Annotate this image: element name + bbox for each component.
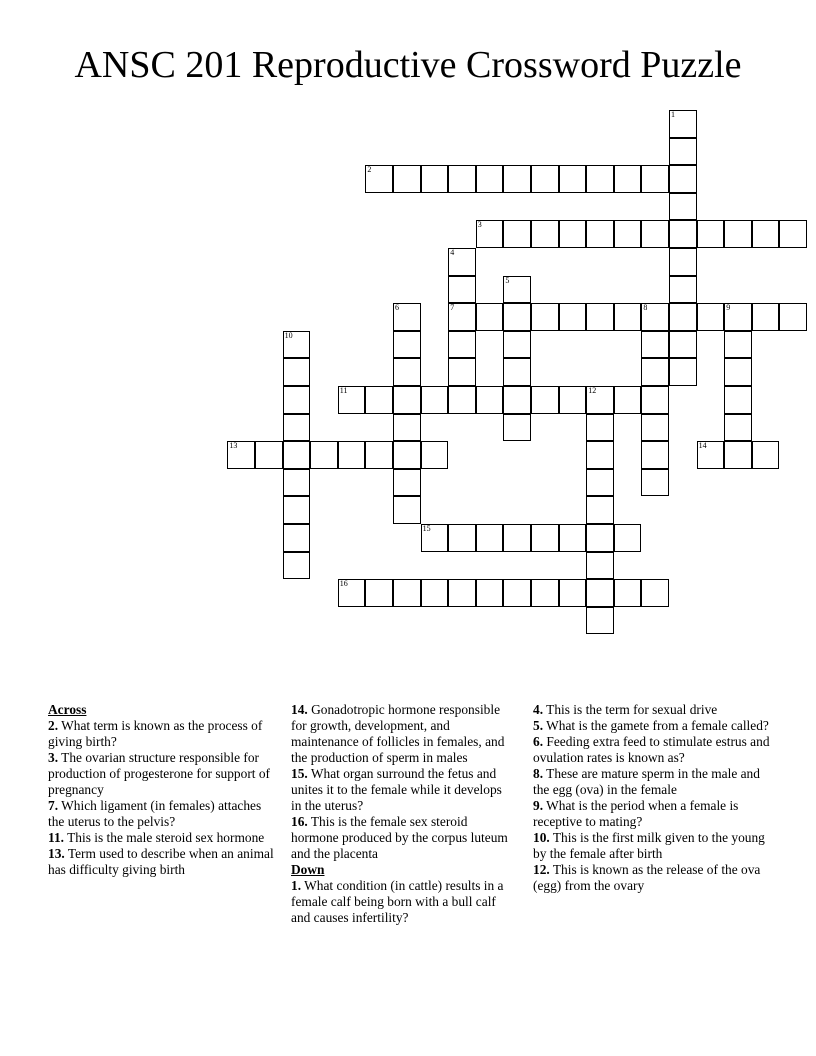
grid-cell[interactable] [669, 248, 697, 276]
grid-cell[interactable] [421, 524, 449, 552]
grid-cell[interactable] [586, 607, 614, 635]
grid-cell[interactable] [669, 110, 697, 138]
grid-cell[interactable] [752, 303, 780, 331]
grid-cell[interactable] [393, 469, 421, 497]
grid-cell[interactable] [448, 579, 476, 607]
grid-cell[interactable] [669, 303, 697, 331]
grid-cell[interactable] [448, 303, 476, 331]
grid-cell[interactable] [641, 331, 669, 359]
grid-cell[interactable] [283, 386, 311, 414]
grid-cell[interactable] [393, 414, 421, 442]
grid-cell[interactable] [531, 386, 559, 414]
grid-cell[interactable] [310, 441, 338, 469]
cell-number: 4 [450, 248, 455, 257]
grid-cell[interactable] [641, 165, 669, 193]
grid-cell[interactable] [586, 469, 614, 497]
grid-cell[interactable] [476, 579, 504, 607]
cell-number: 1 [671, 110, 675, 119]
grid-cell[interactable] [227, 441, 255, 469]
grid-cell[interactable] [283, 358, 311, 386]
grid-cell[interactable] [641, 441, 669, 469]
grid-cell[interactable] [724, 303, 752, 331]
grid-cell[interactable] [448, 358, 476, 386]
cell-number: 8 [643, 303, 648, 313]
grid-cell[interactable] [752, 220, 780, 248]
across-heading: Across [48, 702, 87, 717]
grid-cell[interactable] [641, 220, 669, 248]
grid-cell[interactable] [559, 524, 587, 552]
grid-cell[interactable] [724, 441, 752, 469]
grid-cell[interactable] [503, 414, 531, 442]
clue-down-12: 12. This is known as the release of the ova (egg) from the ovary [533, 862, 761, 893]
grid-cell[interactable] [503, 165, 531, 193]
grid-cell[interactable] [393, 441, 421, 469]
grid-cell[interactable] [421, 579, 449, 607]
clues-column-2 [291, 702, 513, 926]
grid-cell[interactable] [531, 579, 559, 607]
grid-cell[interactable] [641, 579, 669, 607]
cell-number: 16 [339, 579, 348, 589]
grid-cell[interactable] [614, 524, 642, 552]
clues-column-3 [533, 702, 771, 894]
cell-number: 12 [588, 386, 597, 395]
grid-cell[interactable] [393, 579, 421, 607]
clue-down-5: 5. What is the gamete from a female called? [533, 718, 769, 733]
grid-cell[interactable] [641, 386, 669, 414]
grid-cell[interactable] [503, 524, 531, 552]
cell-number: 10 [284, 330, 293, 340]
grid-cell[interactable] [365, 165, 393, 193]
grid-cell[interactable] [531, 303, 559, 331]
grid-cell[interactable] [476, 165, 504, 193]
grid-cell[interactable] [559, 165, 587, 193]
grid-cell[interactable] [283, 414, 311, 442]
puzzle-title: ANSC 201 Reproductive Crossword Puzzle [74, 44, 742, 86]
grid-cell[interactable] [338, 386, 366, 414]
grid-cell[interactable] [421, 441, 449, 469]
grid-cell[interactable] [724, 386, 752, 414]
down-heading: Down [291, 862, 325, 877]
clue-across-11: 11. This is the male steroid sex hormone [48, 830, 265, 845]
cell-number: 13 [229, 441, 238, 451]
grid-cell[interactable] [476, 220, 504, 248]
cell-number: 11 [339, 386, 348, 395]
clues-column-1 [48, 702, 274, 878]
grid-cell[interactable] [724, 414, 752, 442]
grid-cell[interactable] [393, 303, 421, 331]
cell-number: 7 [450, 303, 455, 313]
grid-cell[interactable] [586, 165, 614, 193]
grid-cell[interactable] [586, 524, 614, 552]
grid-cell[interactable] [586, 303, 614, 331]
grid-cell[interactable] [476, 303, 504, 331]
grid-cell[interactable] [365, 441, 393, 469]
grid-cell[interactable] [503, 358, 531, 386]
grid-cell[interactable] [669, 276, 697, 304]
grid-cell[interactable] [393, 386, 421, 414]
grid-cell[interactable] [641, 303, 669, 331]
clue-across-2: 2. What term is known as the process of giving birth? [48, 718, 263, 749]
grid-cell[interactable] [255, 441, 283, 469]
grid-cell[interactable] [503, 276, 531, 304]
grid-cell[interactable] [586, 496, 614, 524]
grid-cell[interactable] [669, 331, 697, 359]
cell-number: 3 [477, 220, 482, 230]
grid-cell[interactable] [393, 165, 421, 193]
grid-cell[interactable] [338, 579, 366, 607]
grid-cell[interactable] [669, 220, 697, 248]
grid-cell[interactable] [614, 165, 642, 193]
grid-cell[interactable] [586, 220, 614, 248]
cell-number: 15 [422, 524, 431, 533]
grid-cell[interactable] [283, 524, 311, 552]
clue-across-13: 13. Term used to describe when an animal has difficulty giving birth [48, 846, 274, 877]
grid-cell[interactable] [476, 386, 504, 414]
grid-cell[interactable] [393, 496, 421, 524]
clue-down-1: 1. What condition (in cattle) results in a female calf being born with a bull calf and causes infertility? [291, 878, 504, 925]
clue-across-16: 16. This is the female sex steroid hormone produced by the corpus luteum and the placenta [291, 814, 508, 861]
grid-cell[interactable] [586, 579, 614, 607]
grid-cell[interactable] [697, 441, 725, 469]
grid-cell[interactable] [531, 524, 559, 552]
cell-number: 9 [726, 303, 731, 313]
grid-cell[interactable] [448, 276, 476, 304]
grid-cell[interactable] [724, 358, 752, 386]
grid-cell[interactable] [559, 579, 587, 607]
grid-cell[interactable] [283, 552, 311, 580]
grid-cell[interactable] [614, 386, 642, 414]
cell-number: 2 [367, 165, 372, 175]
grid-cell[interactable] [365, 386, 393, 414]
grid-cell[interactable] [448, 386, 476, 414]
grid-cell[interactable] [641, 469, 669, 497]
cell-number: 5 [505, 275, 510, 285]
cell-number: 14 [698, 441, 707, 451]
grid-cell[interactable] [503, 331, 531, 359]
grid-cell[interactable] [752, 441, 780, 469]
grid-cell[interactable] [779, 220, 807, 248]
grid-cell[interactable] [697, 220, 725, 248]
grid-cell[interactable] [724, 331, 752, 359]
grid-cell[interactable] [338, 441, 366, 469]
clue-across-7: 7. Which ligament (in females) attaches the uterus to the pelvis? [48, 798, 262, 829]
clue-down-8: 8. These are mature sperm in the male and the egg (ova) in the female [533, 766, 760, 797]
cell-number: 6 [395, 303, 399, 313]
grid-cell[interactable] [669, 358, 697, 386]
grid-cell[interactable] [559, 386, 587, 414]
grid-cell[interactable] [697, 303, 725, 331]
grid-cell[interactable] [779, 303, 807, 331]
grid-cell[interactable] [586, 386, 614, 414]
grid-cell[interactable] [641, 414, 669, 442]
grid-cell[interactable] [448, 331, 476, 359]
clue-down-4: 4. This is the term for sexual drive [533, 702, 718, 717]
grid-cell[interactable] [559, 303, 587, 331]
grid-cell[interactable] [531, 165, 559, 193]
grid-cell[interactable] [283, 469, 311, 497]
grid-cell[interactable] [421, 386, 449, 414]
grid-cell[interactable] [503, 220, 531, 248]
grid-cell[interactable] [283, 331, 311, 359]
grid-cell[interactable] [283, 496, 311, 524]
grid-cell[interactable] [448, 165, 476, 193]
grid-cell[interactable] [614, 579, 642, 607]
grid-cell[interactable] [586, 441, 614, 469]
grid-cell[interactable] [614, 303, 642, 331]
grid-cell[interactable] [503, 579, 531, 607]
grid-cell[interactable] [531, 220, 559, 248]
grid-cell[interactable] [393, 358, 421, 386]
grid-cell[interactable] [669, 138, 697, 166]
clue-down-6: 6. Feeding extra feed to stimulate estrus and ovulation rates is known as? [533, 734, 770, 765]
grid-cell[interactable] [641, 358, 669, 386]
grid-cell[interactable] [614, 220, 642, 248]
grid-cell[interactable] [503, 386, 531, 414]
clue-across-3: 3. The ovarian structure responsible for production of progesterone for support of pregnancy [48, 750, 271, 797]
grid-cell[interactable] [724, 220, 752, 248]
grid-cell[interactable] [448, 524, 476, 552]
grid-cell[interactable] [669, 193, 697, 221]
clue-down-10: 10. This is the first milk given to the young by the female after birth [533, 830, 765, 861]
grid-cell[interactable] [476, 524, 504, 552]
grid-cell[interactable] [393, 331, 421, 359]
grid-cell[interactable] [586, 552, 614, 580]
clue-down-9: 9. What is the period when a female is receptive to mating? [533, 798, 739, 829]
grid-cell[interactable] [448, 248, 476, 276]
clue-across-15: 15. What organ surround the fetus and unites it to the female while it develops in the uterus? [291, 766, 502, 813]
grid-cell[interactable] [503, 303, 531, 331]
grid-cell[interactable] [669, 165, 697, 193]
grid-cell[interactable] [421, 165, 449, 193]
grid-cell[interactable] [586, 414, 614, 442]
grid-cell[interactable] [559, 220, 587, 248]
grid-cell[interactable] [283, 441, 311, 469]
grid-cell[interactable] [365, 579, 393, 607]
clue-across-14: 14. Gonadotropic hormone responsible for growth, development, and maintenance of follicles in females, and the production of sperm in males [291, 702, 505, 765]
